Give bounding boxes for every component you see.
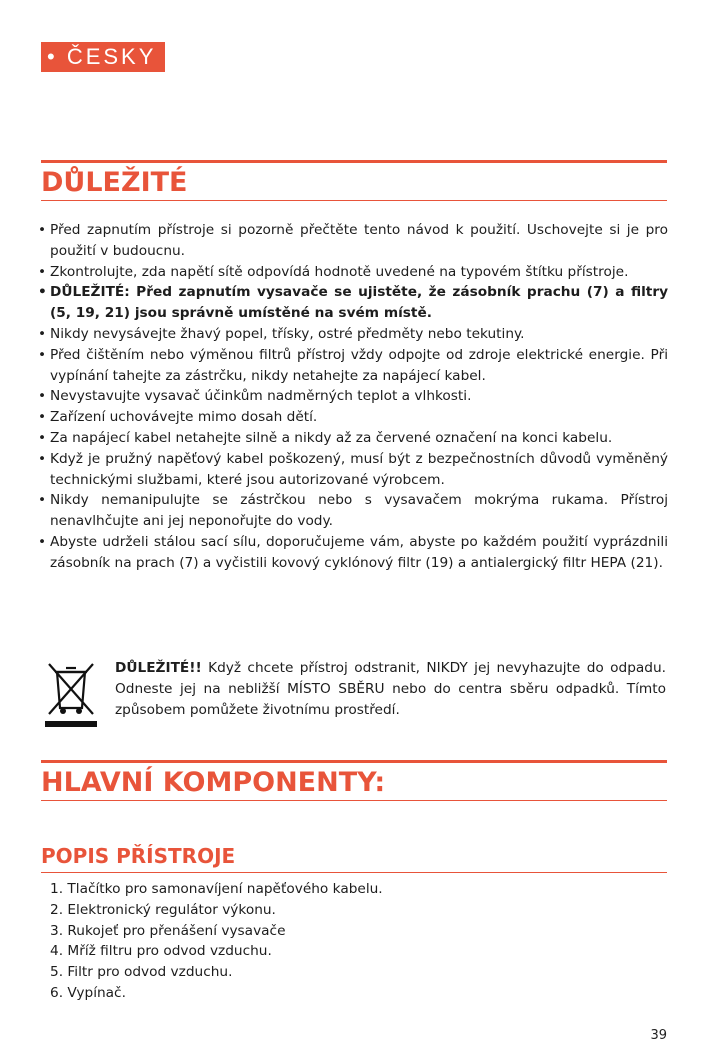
safety-instruction-item: [38, 262, 668, 283]
disposal-notice-body: Když chcete přístroj odstranit, NIKDY jej nevyhazujte do odpadu. Odneste jej na nebližší MÍSTO SBĚRU nebo do centra sběru odpadků. Tímto způsobem pomůžete životnímu prostředí.: [115, 660, 666, 718]
disposal-notice: [40, 658, 666, 730]
safety-instruction-item: [38, 386, 668, 407]
safety-instruction-item: [38, 532, 668, 574]
bullet-mark: •: [38, 222, 47, 238]
safety-instruction-item: [38, 449, 668, 491]
safety-instruction-item: [38, 220, 668, 262]
safety-instruction-text: Zkontrolujte, zda napětí sítě odpovídá hodnotě uvedené na typovém štítku přístroje.: [50, 263, 629, 280]
bullet-mark: •: [38, 429, 47, 446]
bullet-mark: •: [38, 263, 47, 280]
part-list-item: 6. Vypínač.: [50, 984, 126, 1001]
safety-instruction-item: [38, 490, 668, 532]
components-heading: HLAVNÍ KOMPONENTY:: [41, 767, 386, 798]
safety-instruction-text: DŮLEŽITÉ: Před zapnutím vysavače se ujistěte, že zásobník prachu (7) a filtry (5, 19, 21) jsou správně umístěné na svém místě.: [50, 284, 668, 322]
safety-instruction-text: Zařízení uchovávejte mimo dosah dětí.: [50, 409, 318, 426]
safety-instructions-list: [38, 220, 668, 574]
safety-instruction-text: Nikdy nevysávejte žhavý popel, třísky, ostré předměty nebo tekutiny.: [50, 325, 525, 342]
safety-instruction-text: Za napájecí kabel netahejte silně a nikdy až za červené označení na konci kabelu.: [50, 429, 613, 446]
part-list-item: 1. Tlačítko pro samonavíjení napěťového kabelu.: [50, 881, 383, 897]
subheader-rule: [41, 872, 667, 873]
device-description-header: [41, 840, 667, 873]
safety-instruction-text: Nevystavujte vysavač účinkům nadměrných teplot a vlhkosti.: [50, 388, 472, 405]
components-section-header: [41, 760, 667, 801]
safety-instruction-item: [38, 345, 668, 387]
disposal-notice-label: DŮLEŽITÉ!!: [115, 660, 202, 676]
safety-instruction-text: Před zapnutím přístroje si pozorně přečtěte tento návod k použití. Uschovejte si je pro použití v budoucnu.: [50, 222, 668, 259]
disposal-notice-text: [115, 658, 666, 720]
header-rule-bottom: [41, 800, 667, 801]
important-section-header: [41, 160, 667, 201]
device-description-heading: POPIS PŘÍSTROJE: [41, 844, 236, 868]
bullet-mark: •: [38, 450, 47, 467]
language-tag: • ČESKY: [41, 42, 165, 72]
safety-instruction-item: [38, 324, 668, 345]
part-list-item: 5. Filtr pro odvod vzduchu.: [50, 964, 233, 981]
bullet-mark: •: [38, 492, 47, 509]
bullet-mark: •: [38, 409, 47, 426]
bullet-mark: •: [38, 346, 47, 363]
crossed-out-wheelie-bin-icon: [45, 660, 97, 728]
safety-instruction-text: Nikdy nemanipulujte se zástrčkou nebo s vysavačem mokrýma rukama. Přístroj nenavlhčujte ani jej neponořujte do vody.: [50, 492, 668, 530]
part-list-item: 3. Rukojeť pro přenášení vysavače: [50, 922, 286, 939]
page-number: 39: [650, 1028, 667, 1043]
safety-instruction-item: [38, 282, 668, 324]
header-rule-bottom: [41, 200, 667, 201]
bullet-mark: •: [38, 388, 47, 405]
safety-instruction-text: Když je pružný napěťový kabel poškozený, musí být z bezpečnostních důvodů vyměněný technickými službami, které jsou autorizované výrobcem.: [50, 450, 668, 488]
part-list-item: 2. Elektronický regulátor výkonu.: [50, 901, 276, 918]
safety-instruction-item: [38, 407, 668, 428]
safety-instruction-text: Abyste udrželi stálou sací sílu, doporučujeme vám, abyste po každém použití vyprázdnili zásobník na prach (7) a vyčistili kovový cyklónový filtr (19) a antialergický filtr HEPA (21).: [50, 533, 668, 571]
bullet-mark: •: [38, 284, 47, 301]
important-heading: DŮLEŽITÉ: [41, 167, 188, 198]
part-list-item: 4. Mříž filtru pro odvod vzduchu.: [50, 943, 272, 960]
parts-list: [50, 879, 650, 1004]
safety-instruction-text: Před čištěním nebo výměnou filtrů přístroj vždy odpojte od zdroje elektrické energie. Při vypínání tahejte za zástrčku, nikdy netahejte za napájecí kabel.: [50, 346, 668, 384]
bullet-mark: •: [38, 533, 47, 550]
safety-instruction-item: [38, 428, 668, 449]
bullet-mark: •: [38, 325, 47, 342]
